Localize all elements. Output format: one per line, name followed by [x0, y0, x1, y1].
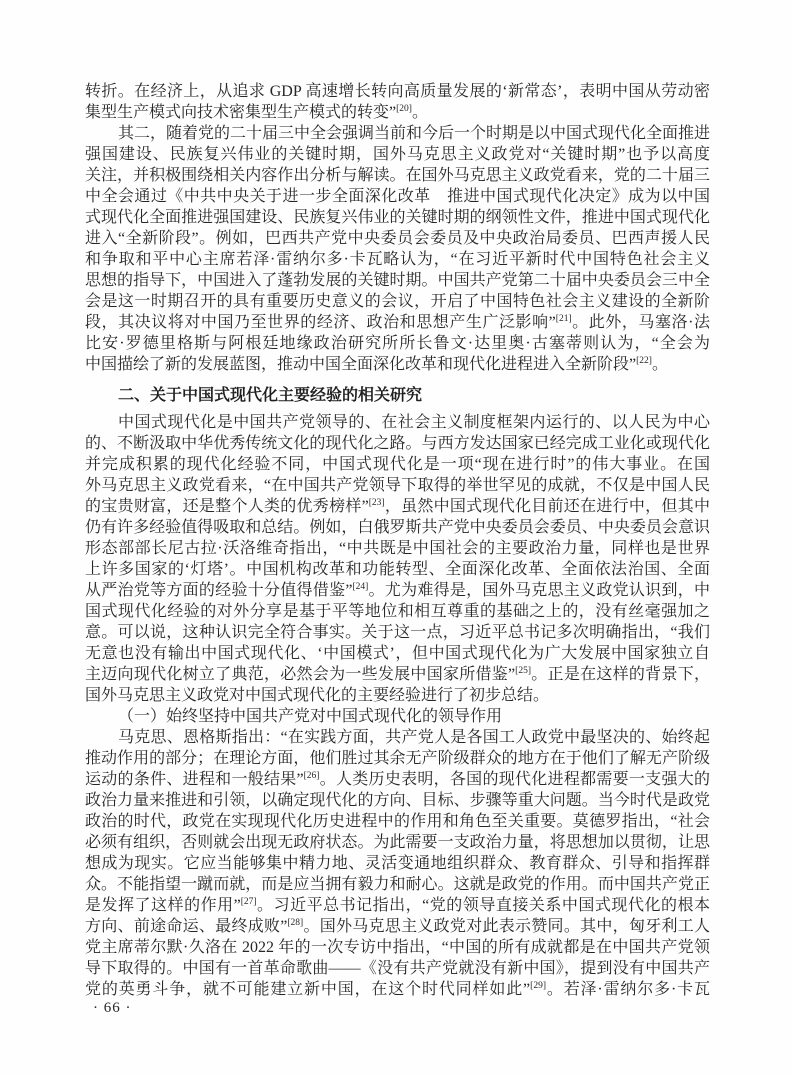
text-line: 仍有许多经验值得吸取和总结。例如，白俄罗斯共产党中央委员会委员、中央委员会意识: [85, 519, 710, 536]
citation-marker: [27]: [240, 897, 257, 907]
text-line: 方向、前途命运、最终成败”[28]。国外马克思主义政党对此表示赞同。其中，匈牙利工人: [85, 918, 710, 935]
text-line: 国外马克思主义政党对中国式现代化的主要经验进行了初步总结。: [85, 687, 550, 704]
text-line: 比安·罗德里格斯与阿根廷地缘政治研究所所长鲁文·达里奥·古塞蒂则认为，“全会为: [85, 335, 710, 352]
text-line: 党主席蒂尔默·久洛在 2022 年的一次专访中指出，“中国的所有成就都是在中国共产党领: [85, 939, 710, 956]
text-line: 意。可以说，这种认识完全符合事实。关于这一点，习近平总书记多次明确指出，“我们: [85, 624, 710, 641]
text-line: 推动作用的部分；在理论方面，他们胜过其余无产阶级群众的地方在于他们了解无产阶级: [85, 750, 710, 767]
citation-marker: [24]: [352, 582, 369, 592]
text-block: [85, 81, 710, 1000]
text-line: 并完成积累的现代化经验不同，中国式现代化是一项“现在进行时”的伟大事业。在国: [85, 456, 710, 473]
text-line: 运动的条件、进程和一般结果”[26]。人类历史表明，各国的现代化进程都需要一支强大的: [85, 771, 710, 788]
text-line: 中国式现代化是中国共产党领导的、在社会主义制度框架内运行的、以人民为中心: [118, 414, 710, 431]
text-line: 众。不能指望一蹴而就，而是应当拥有毅力和耐心。这就是政党的作用。而中国共产党正: [85, 876, 710, 893]
subsection-heading: （一）始终坚持中国共产党对中国式现代化的领导作用: [118, 708, 503, 725]
citation-marker: [28]: [287, 918, 304, 928]
text-line: 政治力量来推进和引领，以确定现代化的方向、目标、步骤等重大问题。当今时代是政党: [85, 792, 710, 809]
page-number: · 66 ·: [93, 1000, 132, 1016]
text-line: 的宝贵财富，还是整个人类的优秀榜样”[23]，虽然中国式现代化目前还在进行中，但其中: [85, 498, 710, 515]
text-line: 国式现代化经验的对外分享是基于平等地位和相互尊重的基础之上的，没有丝毫强加之: [85, 603, 710, 620]
text-line: 中全会通过《中共中央关于进一步全面深化改革 推进中国式现代化决定》成为以中国: [85, 188, 710, 205]
text-line: 思想的指导下，中国进入了蓬勃发展的关键时期。中国共产党第二十届中央委员会三中全: [85, 272, 710, 289]
text-line: 导下取得的。中国有一首革命歌曲——《没有共产党就没有新中国》，提到没有中国共产: [85, 960, 710, 977]
citation-marker: [20]: [396, 104, 412, 114]
text-line: 主迈向现代化树立了典范，必然会为一些发展中国家所借鉴”[25]。正是在这样的背景下，: [85, 666, 710, 683]
text-line: 外马克思主义政党看来，“在中国共产党领导下取得的举世罕见的成就，不仅是中国人民: [85, 477, 710, 494]
text-line: 强国建设、民族复兴伟业的关键时期，国外马克思主义政党对“关键时期”也予以高度: [85, 146, 710, 163]
text-line: 和争取和平中心主席若泽·雷纳尔多·卡瓦略认为，“在习近平新时代中国特色社会主义: [85, 251, 710, 268]
text-line: 关注，并积极围绕相关内容作出分析与解读。在国外马克思主义政党看来，党的二十届三: [85, 167, 710, 184]
citation-marker: [29]: [530, 981, 546, 991]
text-line: 的、不断汲取中华优秀传统文化的现代化之路。与西方发达国家已经完成工业化或现代化: [85, 435, 710, 452]
section-heading: 二、关于中国式现代化主要经验的相关研究: [118, 387, 423, 404]
text-line: 式现代化全面推进强国建设、民族复兴伟业的关键时期的纲领性文件，推进中国式现代化: [85, 209, 710, 226]
citation-marker: [22]: [636, 356, 652, 366]
text-line: 会是这一时期召开的具有重要历史意义的会议，开启了中国特色社会主义建设的全新阶: [85, 293, 710, 310]
text-line: 必须有组织，否则就会出现无政府状态。为此需要一支政治力量，将思想加以贯彻，让思: [85, 834, 710, 851]
text-line: 从严治党等方面的经验十分值得借鉴”[24]。尤为难得是，国外马克思主义政党认识到，中: [85, 582, 710, 599]
citation-marker: [25]: [515, 666, 531, 676]
text-line: 集型生产模式向技术密集型生产模式的转变”[20]。: [85, 104, 428, 121]
text-line: 形态部部长尼古拉·沃洛维奇指出，“中共既是中国社会的主要政治力量，同样也是世界: [85, 540, 710, 557]
text-line: 段，其决议将对中国乃至世界的经济、政治和思想产生广泛影响”[21]。此外，马塞洛·法: [85, 314, 710, 331]
citation-marker: [21]: [555, 314, 572, 324]
text-line: 中国描绘了新的发展蓝图，推动中国全面深化改革和现代化进程进入全新阶段”[22]。: [85, 356, 668, 373]
text-line: 上许多国家的‘灯塔’。中国机构改革和功能转型、全面深化改革、全面依法治国、全面: [85, 561, 710, 578]
citation-marker: [23]: [368, 498, 385, 508]
text-line: 想成为现实。它应当能够集中精力地、灵活变通地组织群众、教育群众、引导和指挥群: [85, 855, 710, 872]
text-line: 其二，随着党的二十届三中全会强调当前和今后一个时期是以中国式现代化全面推进: [118, 125, 710, 142]
text-line: 党的英勇斗争，就不可能建立新中国，在这个时代同样如此”[29]。若泽·雷纳尔多·卡瓦: [85, 981, 710, 998]
text-line: 进入“全新阶段”。例如，巴西共产党中央委员会委员及中央政治局委员、巴西声援人民: [85, 230, 710, 247]
text-line: 是发挥了这样的作用”[27]。习近平总书记指出，“党的领导直接关系中国式现代化的根本: [85, 897, 710, 914]
text-line: 马克思、恩格斯指出：“在实践方面，共产党人是各国工人政党中最坚决的、始终起: [118, 729, 710, 746]
text-line: 无意也没有输出中国式现代化、‘中国模式’，但中国式现代化为广大发展中国家独立自: [85, 645, 710, 662]
citation-marker: [26]: [303, 771, 320, 781]
text-line: 政治的时代，政党在实现现代化历史进程中的作用和角色至关重要。莫德罗指出，“社会: [85, 813, 710, 830]
text-line: 转折。在经济上，从追求 GDP 高速增长转向高质量发展的‘新常态’，表明中国从劳动密: [85, 83, 710, 100]
